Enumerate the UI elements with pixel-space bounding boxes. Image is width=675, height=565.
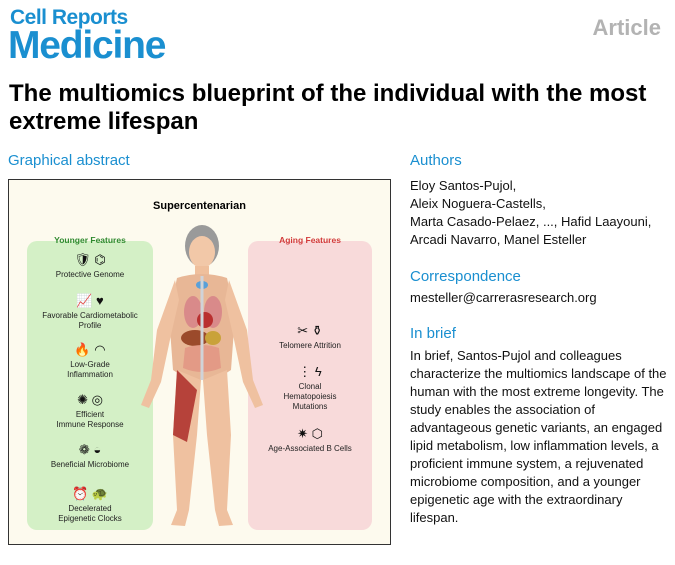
graphical-abstract-heading: Graphical abstract xyxy=(8,152,130,169)
younger-features-heading: Younger Features xyxy=(54,235,126,245)
immune-target-icon: ✺ ◎ xyxy=(77,392,103,407)
correspondence-email[interactable]: mesteller@carrerasresearch.org xyxy=(410,290,597,305)
author-line: Marta Casado-Pelaez, ..., Hafid Laayouni, xyxy=(410,214,652,229)
b-cells-icon: ✷ ⬡ xyxy=(297,426,323,441)
younger-feature-item: 📈 ♥ Favorable Cardiometabolic Profile xyxy=(27,293,153,331)
younger-feature-item: ❁ ◒ Beneficial Microbiome xyxy=(27,442,153,470)
aging-feature-item: ✂ ⚱ Telomere Attrition xyxy=(248,323,372,351)
in-brief-heading: In brief xyxy=(410,325,456,342)
younger-feature-item: ⏰ 🐢 Decelerated Epigenetic Clocks xyxy=(27,486,153,524)
journal-name-line1: Cell Reports xyxy=(10,6,128,29)
chart-heart-icon: 📈 ♥ xyxy=(76,293,104,308)
flame-gauge-icon: 🔥 ◠ xyxy=(74,342,106,357)
younger-feature-item: ✺ ◎ Efficient Immune Response xyxy=(27,392,153,430)
aging-feature-item: ⋮ ϟ Clonal Hematopoiesis Mutations xyxy=(248,364,372,412)
author-line: Arcadi Navarro, Manel Esteller xyxy=(410,232,587,247)
graphical-abstract-figure xyxy=(8,179,391,545)
authors-heading: Authors xyxy=(410,152,462,169)
shield-dna-icon: 🛡 ⌬ xyxy=(74,252,106,267)
younger-feature-item: 🔥 ◠ Low-Grade Inflammation xyxy=(27,342,153,380)
aging-feature-item: ✷ ⬡ Age-Associated B Cells xyxy=(248,426,372,454)
paper-title: The multiomics blueprint of the individual with the most extreme lifespan xyxy=(9,80,647,135)
author-line: Aleix Noguera-Castells, xyxy=(410,196,546,211)
clonal-bolt-icon: ⋮ ϟ xyxy=(298,364,322,379)
correspondence-heading: Correspondence xyxy=(410,268,521,285)
journal-name-line2: Medicine xyxy=(8,24,166,67)
younger-feature-item: 🛡 ⌬ Protective Genome xyxy=(27,252,153,280)
authors-list xyxy=(410,177,651,249)
telomere-icon: ✂ ⚱ xyxy=(297,323,323,338)
author-line: Eloy Santos-Pujol, xyxy=(410,178,517,193)
aging-features-heading: Aging Features xyxy=(279,235,341,245)
abstract-title: Supercentenarian xyxy=(153,200,246,212)
in-brief-text: In brief, Santos-Pujol and colleagues characterize the multiomics landscape of the human with the most extreme longevity. The study enables the association of advantageous genetic variants, an engaged lipid metabolism, low inflammation levels, a proficient immune system, a rejuvenated microbiome composition, and a younger epigenetic age with the extraordinary lifespan. xyxy=(410,348,667,525)
microbe-stomach-icon: ❁ ◒ xyxy=(78,442,102,457)
article-type-label: Article xyxy=(592,15,661,40)
clock-turtle-icon: ⏰ 🐢 xyxy=(72,486,108,501)
